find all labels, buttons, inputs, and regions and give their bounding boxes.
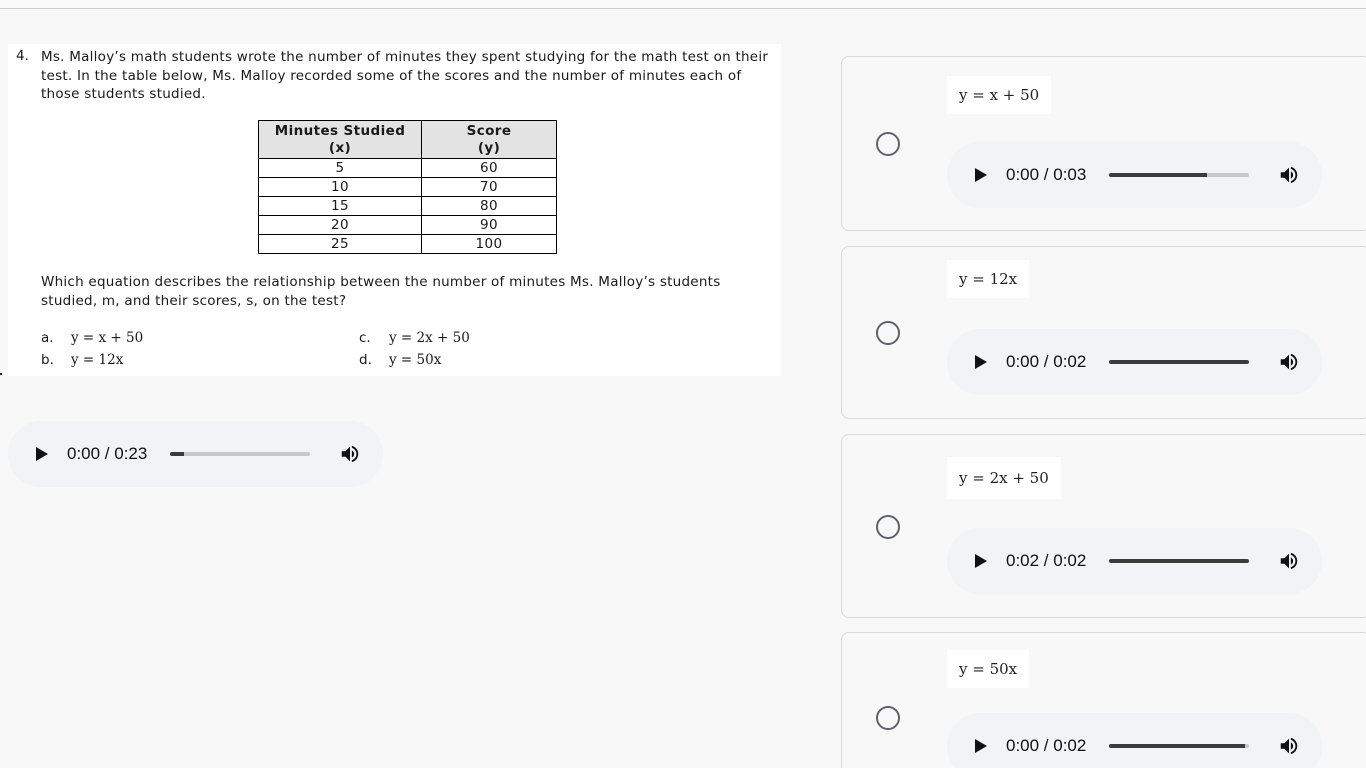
- question-prompt: Which equation describes the relationship between the number of minutes Ms. Malloy’s students studied, m, and their scores, s, on the test?: [41, 274, 721, 309]
- table-cell: 15: [259, 197, 422, 216]
- question-audio-player: [8, 421, 383, 487]
- question-panel: [8, 44, 781, 376]
- volume-icon[interactable]: [1278, 351, 1300, 373]
- play-icon[interactable]: [975, 739, 987, 753]
- volume-icon[interactable]: [1278, 550, 1300, 572]
- volume-icon[interactable]: [1278, 164, 1300, 186]
- audio-time: 0:00 / 0:03: [1006, 165, 1087, 184]
- data-table: [258, 120, 557, 254]
- volume-icon[interactable]: [339, 443, 361, 465]
- audio-time: 0:02 / 0:02: [1006, 551, 1087, 570]
- answer-equation: y = 50x: [947, 650, 1029, 688]
- left-edge-mark: [0, 373, 2, 375]
- play-icon[interactable]: [975, 355, 987, 369]
- choice-c: [359, 330, 470, 346]
- answer-equation: y = 12x: [947, 260, 1029, 298]
- table-header-score: [422, 121, 557, 159]
- audio-progress-fill: [1109, 173, 1207, 177]
- table-cell: 5: [259, 159, 422, 178]
- table-header-minutes-label: Minutes Studied: [274, 122, 406, 139]
- answer-card-2[interactable]: [841, 246, 1366, 419]
- radio-button-icon[interactable]: [876, 321, 900, 345]
- table-cell: 90: [422, 216, 557, 235]
- play-icon[interactable]: [975, 168, 987, 182]
- audio-progress-fill: [1109, 744, 1245, 748]
- audio-time: 0:00 / 0:02: [1006, 736, 1087, 755]
- radio-button-icon[interactable]: [876, 706, 900, 730]
- table-header-score-label: Score: [466, 122, 512, 139]
- choice-equation: y = 50x: [389, 352, 442, 368]
- audio-progress-fill: [1109, 559, 1249, 563]
- answer-audio-player: [947, 713, 1322, 768]
- table-header-score-var: (y): [477, 139, 501, 156]
- play-icon[interactable]: [975, 554, 987, 568]
- answer-equation: y = x + 50: [947, 76, 1051, 114]
- choice-letter: b.: [41, 352, 54, 368]
- audio-progress-slider[interactable]: [170, 452, 310, 456]
- choice-a: [41, 330, 143, 346]
- choice-letter: c.: [359, 330, 371, 346]
- audio-progress-fill: [170, 452, 184, 456]
- top-border: [0, 0, 1366, 9]
- answer-card-3[interactable]: [841, 434, 1366, 618]
- audio-time: 0:00 / 0:23: [67, 444, 148, 463]
- table-cell: 70: [422, 178, 557, 197]
- table-row: [259, 178, 557, 197]
- table-header-minutes-var: (x): [328, 139, 352, 156]
- table-row: [259, 235, 557, 254]
- audio-time: 0:00 / 0:02: [1006, 352, 1087, 371]
- audio-progress-fill: [1109, 360, 1249, 364]
- table-header-minutes: [259, 121, 422, 159]
- table-row: [259, 216, 557, 235]
- answer-card-1[interactable]: [841, 56, 1366, 231]
- play-icon[interactable]: [36, 447, 48, 461]
- table-header-row: [259, 121, 557, 159]
- audio-progress-slider[interactable]: [1109, 173, 1249, 177]
- table-cell: 25: [259, 235, 422, 254]
- table-cell: 10: [259, 178, 422, 197]
- audio-progress-slider[interactable]: [1109, 559, 1249, 563]
- answer-card-4[interactable]: [841, 632, 1366, 768]
- table-row: [259, 159, 557, 178]
- radio-button-icon[interactable]: [876, 132, 900, 156]
- table-cell: 80: [422, 197, 557, 216]
- choice-equation: y = x + 50: [71, 330, 144, 346]
- question-number: 4.: [16, 48, 29, 64]
- table-row: [259, 197, 557, 216]
- table-cell: 60: [422, 159, 557, 178]
- choice-d: [359, 352, 441, 368]
- choice-equation: y = 12x: [71, 352, 124, 368]
- answer-audio-player: [947, 528, 1322, 594]
- question-text: Ms. Malloy’s math students wrote the number of minutes they spent studying for the math test on their test. In the table below, Ms. Malloy recorded some of the scores and the number of minutes each of those students studied.: [41, 49, 769, 102]
- answer-equation: y = 2x + 50: [947, 457, 1061, 499]
- answer-audio-player: [947, 329, 1322, 395]
- answer-audio-player: [947, 142, 1322, 208]
- choice-letter: a.: [41, 330, 54, 346]
- choice-b: [41, 352, 123, 368]
- table-cell: 100: [422, 235, 557, 254]
- volume-icon[interactable]: [1278, 735, 1300, 757]
- choice-equation: y = 2x + 50: [389, 330, 470, 346]
- table-cell: 20: [259, 216, 422, 235]
- audio-progress-slider[interactable]: [1109, 744, 1249, 748]
- choice-letter: d.: [359, 352, 372, 368]
- audio-progress-slider[interactable]: [1109, 360, 1249, 364]
- radio-button-icon[interactable]: [876, 515, 900, 539]
